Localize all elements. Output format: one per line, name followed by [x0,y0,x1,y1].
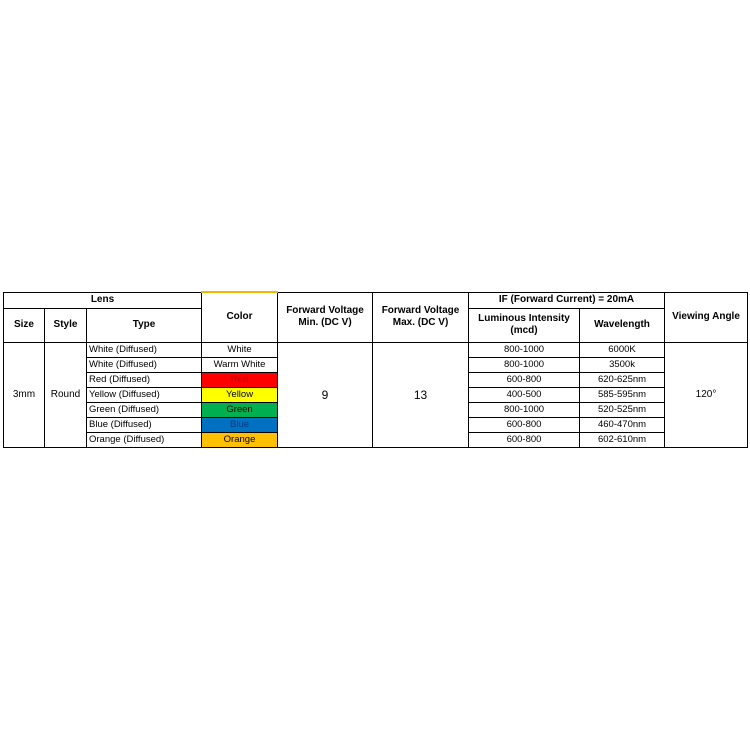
type-cell: Orange (Diffused) [87,432,202,447]
viewing-angle-cell: 120° [665,342,748,447]
viewing-angle-header: Viewing Angle [665,292,748,342]
luminous-intensity-cell: 600-800 [469,432,580,447]
style-cell: Round [45,342,87,447]
table-body [4,342,748,447]
color-swatch-cell: White [202,342,278,357]
luminous-intensity-cell: 800-1000 [469,357,580,372]
wavelength-cell: 602-610nm [580,432,665,447]
lens-header: Lens [4,292,202,308]
type-cell: Green (Diffused) [87,402,202,417]
type-header: Type [87,308,202,342]
table-row [4,342,748,357]
spec-sheet [3,291,747,448]
type-cell: Yellow (Diffused) [87,387,202,402]
color-swatch-cell: Warm White [202,357,278,372]
wavelength-cell: 520-525nm [580,402,665,417]
vf-max-cell: 13 [373,342,469,447]
luminous-intensity-cell: 600-800 [469,372,580,387]
wavelength-cell: 460-470nm [580,417,665,432]
size-cell: 3mm [4,342,45,447]
vf-min-cell: 9 [278,342,373,447]
wavelength-header: Wavelength [580,308,665,342]
type-cell: White (Diffused) [87,342,202,357]
color-swatch-cell: Red [202,372,278,387]
luminous-intensity-cell: 600-800 [469,417,580,432]
color-swatch-cell: Yellow [202,387,278,402]
color-swatch-cell: Green [202,402,278,417]
type-cell: Blue (Diffused) [87,417,202,432]
color-swatch-cell: Blue [202,417,278,432]
luminous-intensity-header: Luminous Intensity (mcd) [469,308,580,342]
wavelength-cell: 3500k [580,357,665,372]
luminous-intensity-cell: 400-500 [469,387,580,402]
type-cell: Red (Diffused) [87,372,202,387]
wavelength-cell: 585-595nm [580,387,665,402]
size-header: Size [4,308,45,342]
luminous-intensity-cell: 800-1000 [469,402,580,417]
header-row-1 [4,292,748,308]
style-header: Style [45,308,87,342]
forward-current-header: IF (Forward Current) = 20mA [469,292,665,308]
color-header: Color [202,292,278,342]
wavelength-cell: 6000K [580,342,665,357]
vf-max-header: Forward Voltage Max. (DC V) [373,292,469,342]
luminous-intensity-cell: 800-1000 [469,342,580,357]
wavelength-cell: 620-625nm [580,372,665,387]
color-swatch-cell: Orange [202,432,278,447]
type-cell: White (Diffused) [87,357,202,372]
vf-min-header: Forward Voltage Min. (DC V) [278,292,373,342]
led-spec-table [3,291,748,448]
